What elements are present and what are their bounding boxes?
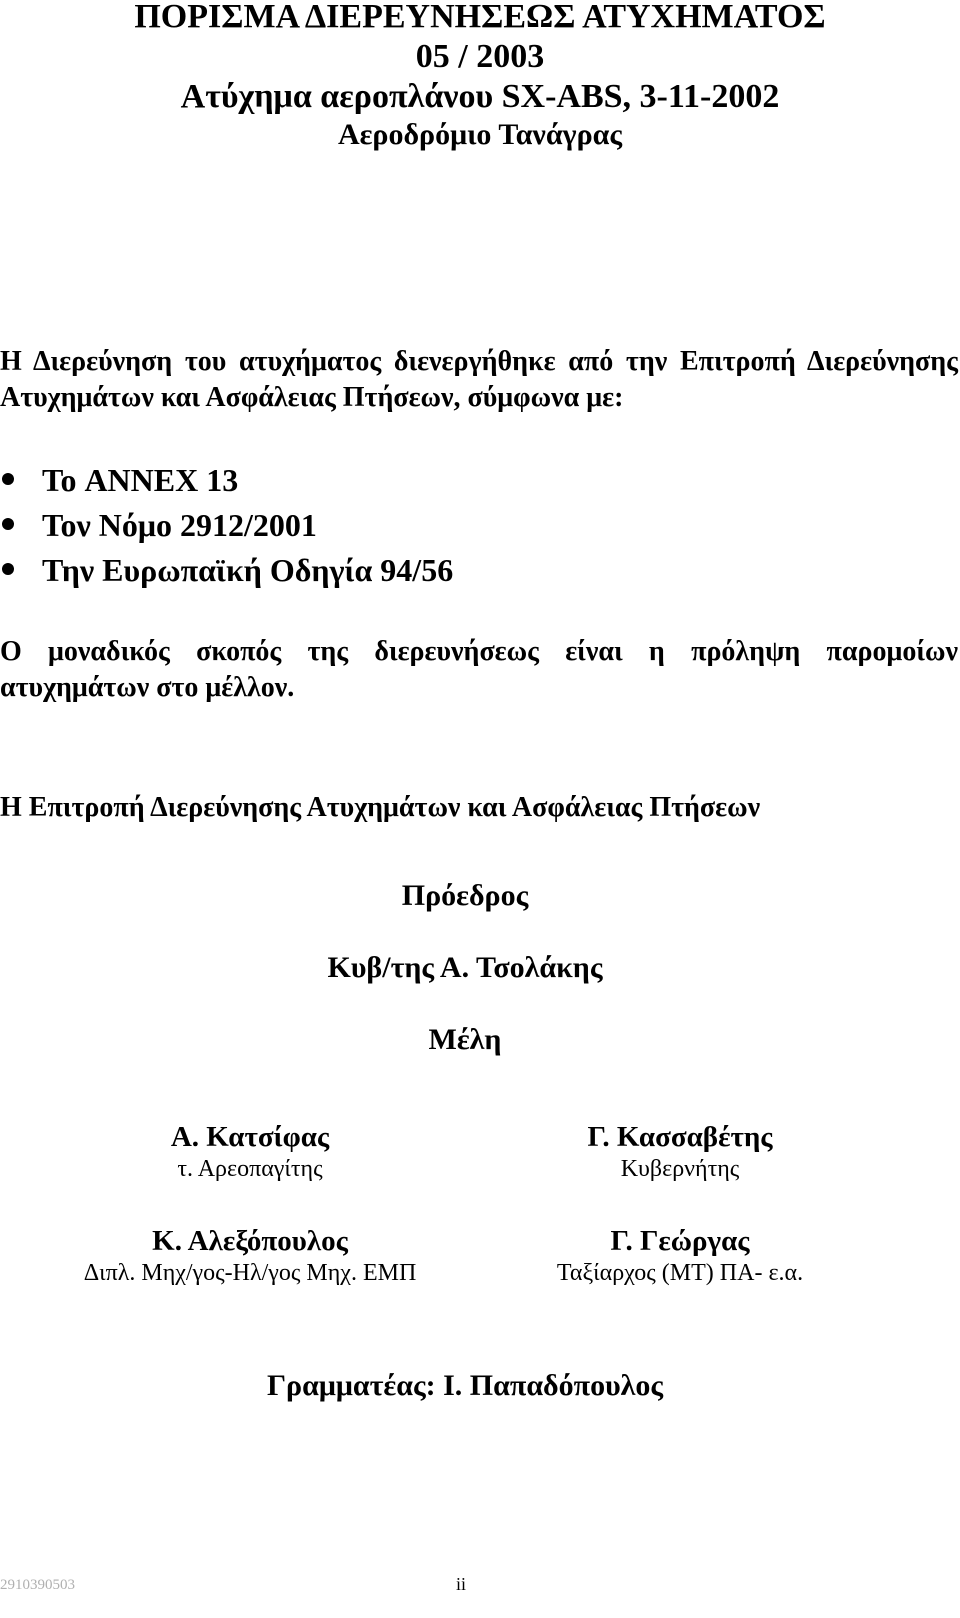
bullet-icon bbox=[2, 563, 14, 575]
report-title: ΠΟΡΙΣΜΑ ΔΙΕΡΕΥΝΗΣΕΩΣ ΑΤΥΧΗΜΑΤΟΣ bbox=[134, 0, 826, 35]
list-item bbox=[0, 548, 453, 593]
page-number: ii bbox=[456, 1574, 467, 1594]
list-item bbox=[0, 458, 453, 503]
list-item-text: Την Ευρωπαϊκή Οδηγία 94/56 bbox=[42, 552, 454, 588]
members-heading: Μέλη bbox=[428, 1023, 502, 1056]
member-name: Α. Κατσίφας bbox=[170, 1121, 330, 1153]
secretary-line: Γραμματέας: Ι. Παπαδόπουλος bbox=[266, 1369, 664, 1402]
report-location: Αεροδρόμιο Τανάγρας bbox=[337, 118, 623, 151]
bullet-icon bbox=[2, 518, 14, 530]
member-title: Κυβερνήτης bbox=[620, 1156, 740, 1182]
intro-paragraph: Η Διερεύνηση του ατυχήματος διενεργήθηκε από την Επιτροπή Διερεύνησης Ατυχημάτων και Ασφάλειας Πτήσεων, σύμφωνα με: bbox=[0, 346, 958, 413]
member-block bbox=[40, 1120, 460, 1184]
member-block bbox=[470, 1224, 890, 1288]
legal-basis-list bbox=[0, 458, 453, 593]
member-name: Γ. Κασσαβέτης bbox=[587, 1121, 773, 1153]
report-subject: Ατύχημα αεροπλάνου SX-ABS, 3-11-2002 bbox=[180, 78, 780, 115]
committee-name: Η Επιτροπή Διερεύνησης Ατυχημάτων και Ασφάλειας Πτήσεων bbox=[0, 792, 761, 823]
list-item-text: Το ANNEX 13 bbox=[42, 462, 239, 498]
purpose-paragraph: Ο μοναδικός σκοπός της διερευνήσεως είναι η πρόληψη παρομοίων ατυχημάτων στο μέλλον. bbox=[0, 636, 958, 703]
document-code: 2910390503 bbox=[0, 1577, 75, 1593]
list-item-text: Τον Νόμο 2912/2001 bbox=[42, 507, 317, 543]
member-title: Διπλ. Μηχ/γος-Ηλ/γος Μηχ. ΕΜΠ bbox=[83, 1260, 417, 1286]
member-name: Γ. Γεώργας bbox=[610, 1225, 750, 1257]
president-role: Πρόεδρος bbox=[401, 879, 529, 912]
member-block bbox=[470, 1120, 890, 1184]
member-name: Κ. Αλεξόπουλος bbox=[152, 1225, 348, 1257]
report-number: 05 / 2003 bbox=[415, 38, 545, 75]
president-name: Κυβ/της Α. Τσολάκης bbox=[327, 951, 603, 984]
member-title: τ. Αρεοπαγίτης bbox=[177, 1156, 323, 1182]
bullet-icon bbox=[2, 473, 14, 485]
member-block bbox=[40, 1224, 460, 1288]
member-title: Ταξίαρχος (ΜΤ) ΠΑ- ε.α. bbox=[556, 1260, 804, 1286]
list-item bbox=[0, 503, 453, 548]
